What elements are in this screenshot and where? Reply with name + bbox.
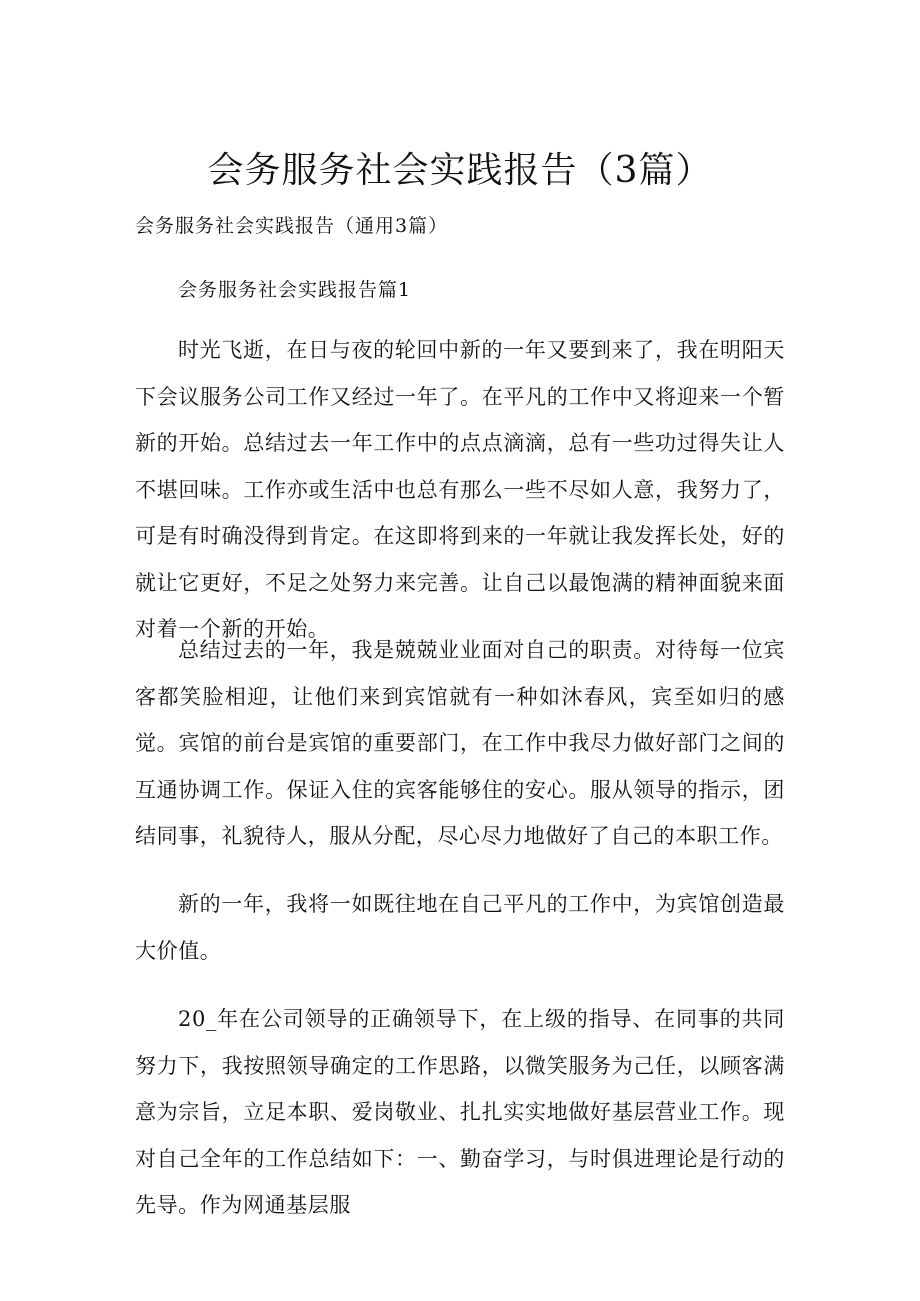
paragraph-3: 新的一年，我将一如既往地在自己平凡的工作中，为宾馆创造最大价值。	[135, 892, 785, 963]
paragraph-1: 时光飞逝，在日与夜的轮回中新的一年又要到来了，我在明阳天下会议服务公司工作又经过一年了。在平凡的工作中又将迎来一个暂新的开始。总结过去一年工作中的点点滴滴，总有一些功过得失让人不堪回味。工作亦或生活中也总有那么一些不尽如人意，我努力了，可是有时确没得到肯定。在这即将到来的一年就让我发挥长处，好的就让它更好，不足之处努力来完善。让自己以最饱满的精神面貌来面对着一个新的开始。	[135, 338, 785, 641]
section-heading: 会务服务社会实践报告篇1	[178, 279, 412, 301]
paragraph-2: 总结过去的一年，我是兢兢业业面对自己的职责。对待每一位宾客都笑脸相迎，让他们来到宾馆就有一种如沐春风，宾至如归的感觉。宾馆的前台是宾馆的重要部门，在工作中我尽力做好部门之间的互通协调工作。保证入住的宾客能够住的安心。服从领导的指示，团结同事，礼貌待人，服从分配，尽心尽力地做好了自己的本职工作。	[135, 638, 785, 848]
document-subtitle: 会务服务社会实践报告（通用3篇）	[135, 215, 449, 237]
paragraph-4: 20_年在公司领导的正确领导下，在上级的指导、在同事的共同努力下，我按照领导确定的工作思路，以微笑服务为己任，以顾客满意为宗旨，立足本职、爱岗敬业、扎扎实实地做好基层营业工作。现对自己全年的工作总结如下：一、勤奋学习，与时俱进理论是行动的先导。作为网通基层服	[135, 1007, 785, 1217]
document-title: 会务服务社会实践报告（3篇）	[207, 150, 713, 191]
